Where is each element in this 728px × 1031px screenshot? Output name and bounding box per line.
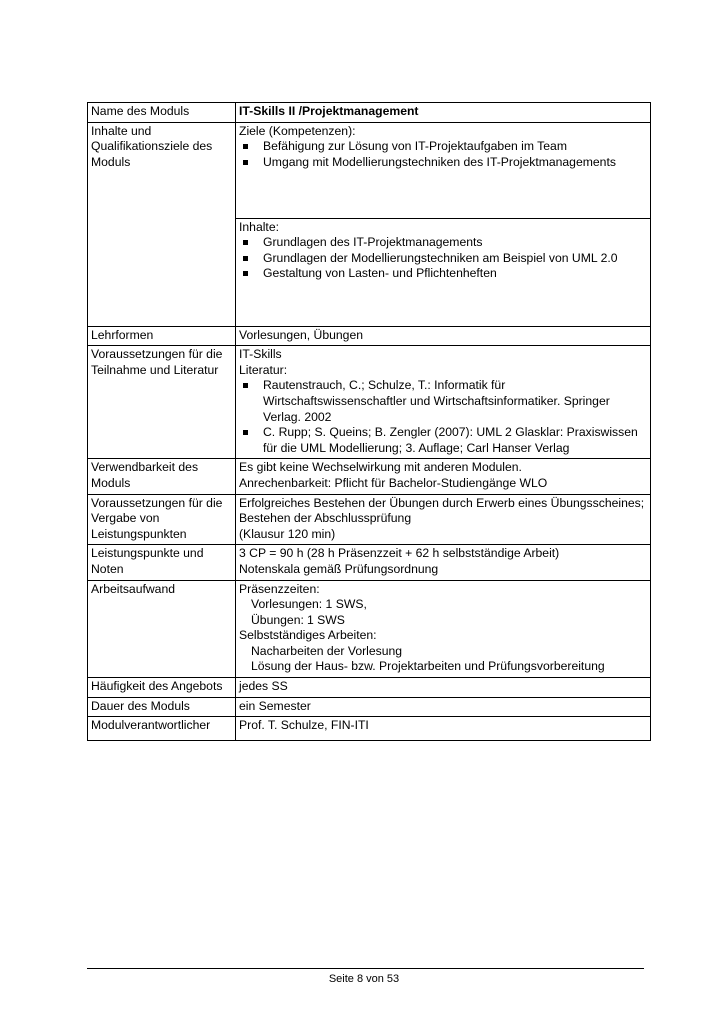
uebungen-value: 1 SWS [307, 612, 345, 627]
row-haeufigkeit [88, 678, 651, 698]
vorlesungen-sws: Vorlesungen: 1 SWS, [251, 597, 367, 612]
literatur-heading: Literatur: [239, 362, 288, 377]
list-item: Grundlagen der Modellierungstechniken am Beispiel von UML 2.0 [239, 251, 647, 267]
ziele-heading: Ziele (Kompetenzen): [239, 123, 356, 138]
row-leistungspunkte [88, 545, 651, 580]
value-vergabe [236, 494, 651, 545]
row-verantwortlich [88, 717, 651, 741]
inhalte-list [239, 235, 647, 282]
list-item: Umgang mit Modellierungstechniken des IT-Projektmanagements [239, 155, 647, 171]
label-haeufigkeit: Häufigkeit des Angebots [88, 678, 236, 698]
literatur-list [239, 378, 647, 456]
label-inhalte: Inhalte und Qualifikationsziele des Moduls [88, 122, 236, 326]
label-verantwortlich: Modulverantwortlicher [88, 717, 236, 741]
label-lehrformen: Lehrformen [88, 326, 236, 346]
value-inhalte [236, 218, 651, 326]
value-verwendbarkeit [236, 459, 651, 494]
value-lehrformen: Vorlesungen, Übungen [236, 326, 651, 346]
footer-divider [87, 968, 644, 969]
label-name: Name des Moduls [88, 103, 236, 123]
label-vergabe: Voraussetzungen für die Vergabe von Leistungspunkten [88, 494, 236, 545]
value-voraussetzungen [236, 346, 651, 459]
selbst-item-1: Nacharbeiten der Vorlesung [251, 643, 403, 658]
value-arbeitsaufwand [236, 580, 651, 678]
page-number: Seite 8 von 53 [328, 973, 400, 985]
row-name [88, 103, 651, 123]
vergabe-text: Erfolgreiches Bestehen der Übungen durch Erwerb eines Übungsscheines; Bestehen der Abschlussprüfung [239, 495, 645, 526]
value-ziele [236, 122, 651, 218]
ziele-list [239, 139, 647, 170]
verwendbarkeit-text: Es gibt keine Wechselwirkung mit anderen Modulen. [239, 460, 522, 475]
value-dauer: ein Semester [236, 697, 651, 717]
selbst-heading: Selbstständiges Arbeiten: [239, 628, 377, 643]
value-name: IT-Skills II /Projektmanagement [236, 103, 651, 123]
inhalte-heading: Inhalte: [239, 219, 279, 234]
label-verwendbarkeit: Verwendbarkeit des Moduls [88, 459, 236, 494]
list-item: Rautenstrauch, C.; Schulze, T.: Informatik für Wirtschaftswissenschaftler und Wirtschaftsinformatiker. Springer Verlag. 2002 [239, 378, 647, 425]
row-vergabe [88, 494, 651, 545]
row-voraussetzungen [88, 346, 651, 459]
anrechenbarkeit-text: Anrechenbarkeit: Pflicht für Bachelor-Studiengänge WLO [239, 475, 548, 490]
klausur-text: (Klausur 120 min) [239, 526, 336, 541]
label-dauer: Dauer des Moduls [88, 697, 236, 717]
notenskala-text: Notenskala gemäß Prüfungsordnung [239, 561, 439, 576]
label-voraussetzungen: Voraussetzungen für die Teilnahme und Literatur [88, 346, 236, 459]
label-leistungspunkte: Leistungspunkte und Noten [88, 545, 236, 580]
row-lehrformen [88, 326, 651, 346]
row-arbeitsaufwand [88, 580, 651, 678]
selbst-item-2: Lösung der Haus- bzw. Projektarbeiten und Prüfungsvorbereitung [251, 659, 605, 674]
module-table [87, 102, 651, 741]
list-item: C. Rupp; S. Queins; B. Zengler (2007): UML 2 Glasklar: Praxiswissen für die UML Modellierung; 3. Auflage; Carl Hanser Verlag [239, 425, 647, 456]
praesenz-heading: Präsenzzeiten: [239, 581, 320, 596]
row-inhalte-ziele [88, 122, 651, 218]
row-dauer [88, 697, 651, 717]
value-verantwortlich: Prof. T. Schulze, FIN-ITI [236, 717, 651, 741]
cp-text: 3 CP = 90 h (28 h Präsenzzeit + 62 h selbstständige Arbeit) [239, 546, 560, 561]
label-arbeitsaufwand: Arbeitsaufwand [88, 580, 236, 678]
voraussetzung-text: IT-Skills [239, 347, 282, 362]
value-haeufigkeit: jedes SS [236, 678, 651, 698]
row-verwendbarkeit [88, 459, 651, 494]
uebungen-label: Übungen: [251, 612, 304, 627]
uebungen-sws [239, 613, 647, 629]
value-leistungspunkte [236, 545, 651, 580]
list-item: Befähigung zur Lösung von IT-Projektaufgaben im Team [239, 139, 647, 155]
list-item: Gestaltung von Lasten- und Pflichtenheften [239, 266, 647, 282]
list-item: Grundlagen des IT-Projektmanagements [239, 235, 647, 251]
